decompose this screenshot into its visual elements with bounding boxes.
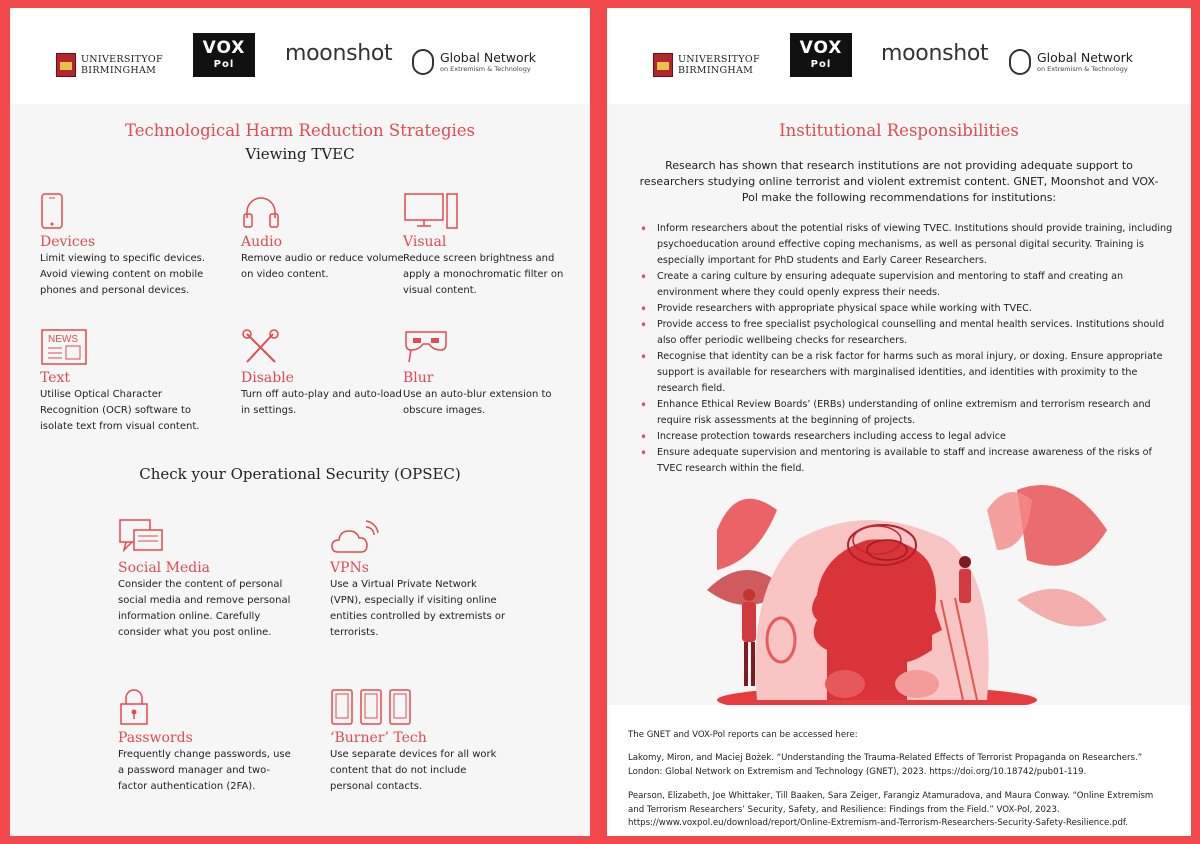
logo-header	[10, 8, 590, 104]
moonshot-logo: moonshot	[285, 30, 590, 78]
strategy-blur: Blur Use an auto-blur extension to obscure images.	[403, 328, 573, 419]
strategy-disable: Disable Turn off auto-play and auto-load in settings.	[241, 328, 411, 419]
references-section	[607, 705, 1191, 836]
newspaper-icon	[40, 328, 88, 366]
lock-icon	[118, 688, 150, 728]
tools-icon	[241, 328, 281, 366]
left-title: Technological Harm Reduction Strategies	[124, 121, 476, 140]
researchers-illustration	[687, 470, 1107, 710]
svg-text:NEWS: NEWS	[48, 334, 78, 345]
list-item: • Inform researchers about the potential risks of viewing TVEC. Institutions should provide training, including psychoeducation around effective coping mechanisms, as well as personal digital security. Training is especially important for PhD students and Early Career Researchers.	[657, 221, 1175, 269]
strategy-visual: Visual Reduce screen brightness and apply a monochromatic filter on visual content.	[403, 192, 573, 299]
chat-icon	[118, 518, 164, 558]
opsec-vpns: VPNs Use a Virtual Private Network (VPN), especially if visiting online entities controlled by extremists or terrorists.	[330, 518, 508, 641]
vox-pol-logo: VOX Pol	[193, 33, 255, 77]
reference-gnet: Lakomy, Miron, and Maciej Bożek. “Understanding the Trauma-Related Effects of Terrorist Propaganda on Researchers.” London: Global Network on Extremism and Technology (GNET), 2023. https://doi.org/10.18742/pub01-119.	[628, 753, 1143, 777]
university-of-birmingham-logo: UNIVERSITYOF BIRMINGHAM	[653, 41, 760, 89]
crest-icon	[56, 53, 76, 77]
list-item: • Provide access to free specialist psychological counselling and mental health services. Institutions should also offer periodic wellbeing checks for researchers.	[657, 317, 1175, 349]
moonshot-logo: moonshot	[881, 41, 989, 66]
left-panel	[10, 8, 590, 836]
cloud-icon	[330, 518, 380, 558]
list-item: • Recognise that identity can be a risk factor for harms such as moral injury, or doxing. Ensure appropriate support is available for researchers with marginalised identities, and identities with proximity to the research field.	[657, 349, 1175, 397]
list-item: • Ensure adequate supervision and mentoring is available to staff and increase awareness of the risks of TVEC research within the field.	[657, 445, 1175, 477]
strategy-audio: Audio Remove audio or reduce volume on video content.	[241, 192, 411, 283]
opsec-title: Check your Operational Security (OPSEC)	[139, 465, 461, 483]
strategy-devices: Devices Limit viewing to specific devices. Avoid viewing content on mobile phones and personal devices.	[40, 192, 210, 299]
fingerprint-icon	[412, 49, 434, 75]
headphones-icon	[241, 192, 281, 230]
vox-pol-logo: VOX Pol	[790, 33, 852, 77]
gnet-logo: Global Network on Extremism & Technology	[412, 38, 536, 86]
right-panel	[607, 8, 1191, 836]
devices-icon	[330, 688, 414, 728]
mask-icon	[403, 328, 449, 366]
opsec-burner-tech: ‘Burner’ Tech Use separate devices for all work content that do not include personal contacts.	[330, 688, 508, 795]
logo-header-right	[607, 8, 1191, 104]
list-item: • Create a caring culture by ensuring adequate supervision and mentoring to staff and creating an environment where they could openly express their needs.	[657, 269, 1175, 301]
list-item: • Provide researchers with appropriate physical space while working with TVEC.	[657, 301, 1175, 317]
opsec-passwords: Passwords Frequently change passwords, use a password manager and two-factor authentication (2FA).	[118, 688, 296, 795]
strategy-text: NEWS Text Utilise Optical Character Recognition (OCR) software to isolate text from visual content.	[40, 328, 210, 435]
list-item: • Enhance Ethical Review Boards’ (ERBs) understanding of online extremism and terrorism research and require risk assessments at the beginning of projects.	[657, 397, 1175, 429]
opsec-social-media: Social Media Consider the content of personal social media and remove personal information online. Carefully consider what you post online.	[118, 518, 296, 641]
right-title: Institutional Responsibilities	[779, 121, 1019, 140]
gnet-logo: Global Network on Extremism & Technology	[1009, 38, 1133, 86]
refs-intro: The GNET and VOX-Pol reports can be accessed here:	[628, 730, 858, 740]
list-item: • Increase protection towards researchers including access to legal advice	[657, 429, 1175, 445]
recommendations-list	[635, 221, 1175, 477]
crest-icon	[653, 53, 673, 77]
left-subtitle: Viewing TVEC	[245, 145, 355, 163]
reference-voxpol: Pearson, Elizabeth, Joe Whittaker, Till Baaken, Sara Zeiger, Farangiz Atamuradova, and Maura Conway. “Online Extremism and Terrorism Researchers’ Security, Safety, and Resilience: Findings from the Field.” VOX-Pol, 2023. https://www.voxpol.eu/download/report/Online-Extremism-and-Terrorism-Researchers-Security-Safety-Resilience.pdf.	[628, 791, 1154, 828]
fingerprint-icon	[1009, 49, 1031, 75]
university-of-birmingham-logo: UNIVERSITYOF BIRMINGHAM	[56, 41, 163, 89]
monitor-icon	[403, 192, 459, 232]
phone-icon	[40, 192, 64, 230]
intro-paragraph: Research has shown that research institutions are not providing adequate support to researchers studying online terrorist and violent extremist content. GNET, Moonshot and VOX-Pol make the following recommendations for institutions:	[639, 159, 1159, 204]
